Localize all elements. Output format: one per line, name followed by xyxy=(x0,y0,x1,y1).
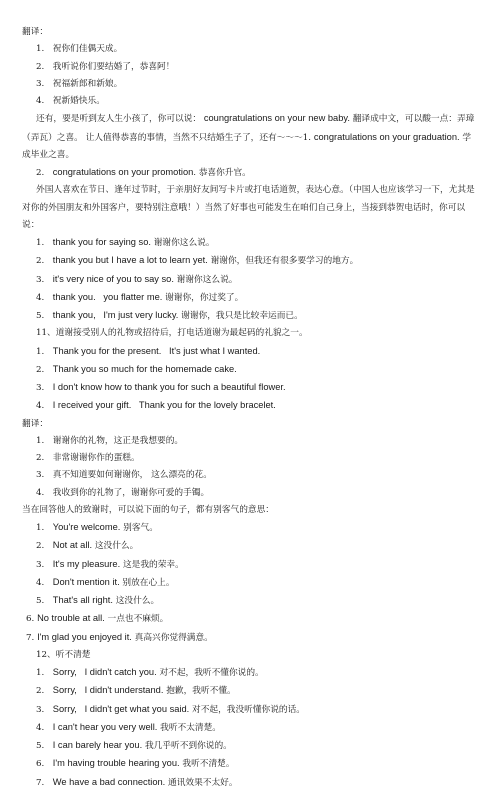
item-text: 我收到你的礼物了，谢谢你可爱的手镯。 xyxy=(52,487,210,498)
english-phrase: Sorry, I didn't understand. xyxy=(52,685,164,696)
item-number: 4. xyxy=(36,577,45,588)
list-item xyxy=(22,629,478,647)
list-item xyxy=(22,755,478,773)
english-phrase: congratulations on your promotion. xyxy=(52,167,196,177)
english-phrase: congratulations on your graduation. xyxy=(313,131,460,142)
english-phrase: You're welcome. xyxy=(52,522,121,532)
chinese-translation: 真高兴你觉得满意。 xyxy=(134,632,213,643)
english-phrase: thank you, I'm just very lucky. xyxy=(52,310,179,320)
chinese-translation: 通讯效果不太好。 xyxy=(168,777,238,788)
item-number: 1. xyxy=(36,523,45,533)
english-phrase: Sorry, I didn't catch you. xyxy=(52,667,157,677)
chinese-translation: 这没什么。 xyxy=(115,596,160,606)
item-number: 1. xyxy=(36,238,45,248)
list-item xyxy=(22,592,478,610)
list-item xyxy=(22,76,478,93)
english-phrase: I'm having trouble hearing you. xyxy=(52,758,180,769)
list-item xyxy=(22,379,478,397)
english-phrase: Thank you for the present. It's just what I wanted. xyxy=(52,345,261,356)
chinese-translation: 谢谢你，但我还有很多要学习的地方。 xyxy=(210,256,359,267)
item-number: 3. xyxy=(36,78,45,89)
chinese-translation: 一点也不麻烦。 xyxy=(107,614,169,625)
list-item xyxy=(22,289,478,307)
item-number: 5. xyxy=(36,311,45,321)
list-item xyxy=(22,537,478,555)
list-item xyxy=(22,164,478,182)
paragraph-responding-thanks: 当在回答他人的致谢时，可以说下面的句子，都有别客气的意思： xyxy=(22,504,274,515)
paragraph-text: 学成毕业之喜。 xyxy=(22,132,472,160)
item-number: 2. xyxy=(36,256,45,267)
item-number: 7. xyxy=(26,632,35,643)
english-phrase: thank you for saying so. xyxy=(52,237,151,247)
english-phrase: I can't hear you very well. xyxy=(52,721,158,732)
list-item xyxy=(22,41,478,58)
chinese-translation: 别客气。 xyxy=(123,523,158,533)
english-phrase: Sorry, I didn't get what you said. xyxy=(52,703,190,714)
chinese-translation: 我听不清楚。 xyxy=(182,759,235,770)
chinese-translation: 别放在心上。 xyxy=(122,577,175,588)
english-phrase: It's my pleasure. xyxy=(52,558,121,569)
item-number: 5. xyxy=(36,741,45,751)
item-number: 2. xyxy=(36,686,45,697)
english-phrase: thank you but I have a lot to learn yet. xyxy=(52,255,208,266)
list-item xyxy=(22,271,478,289)
english-phrase: coungratulations on your new baby. xyxy=(203,113,350,124)
section-heading: 翻译： xyxy=(22,418,49,429)
chinese-translation: 抱歉，我听不懂。 xyxy=(166,686,236,697)
item-number: 4. xyxy=(36,487,45,498)
item-text: 我听说你们要结婚了，恭喜阿！ xyxy=(52,61,175,72)
paragraph-text: 还有，要是听到友人生小孩了，你可以说： xyxy=(36,114,202,125)
list-item xyxy=(22,234,478,252)
english-phrase: No trouble at all. xyxy=(37,613,105,624)
chinese-translation: 这没什么。 xyxy=(94,541,139,552)
item-number: 4. xyxy=(36,96,45,106)
chinese-translation: 谢谢你这么说。 xyxy=(176,274,238,285)
section-heading-12: 12、听不清楚 xyxy=(36,649,91,660)
list-item xyxy=(22,252,478,270)
list-item xyxy=(22,664,478,682)
item-number: 4. xyxy=(36,722,45,733)
english-phrase: Not at all. xyxy=(52,540,93,551)
item-number: 3. xyxy=(36,383,45,393)
list-item xyxy=(22,574,478,592)
list-item xyxy=(22,433,478,450)
item-number: 4. xyxy=(36,292,45,303)
item-number: 1. xyxy=(36,435,45,446)
paragraph-holiday-greetings: 外国人喜欢在节日、逢年过节时，于亲朋好友间写卡片或打电话道贺，表达心意。（中国人也应该学习一下，尤其是对你的外国朋友和外国客户，要特别注意哦！）当然了好事也可能发生在咱们自己身上，当接到恭贺电话时，你可以说： xyxy=(22,185,475,230)
item-number: 1. xyxy=(36,346,45,357)
chinese-translation: 谢谢你这么说。 xyxy=(153,238,215,248)
item-number: 2. xyxy=(36,61,45,72)
item-number: 2. xyxy=(36,168,45,178)
list-item xyxy=(22,59,478,76)
english-phrase: I don't know how to thank you for such a beautiful flower. xyxy=(52,382,286,392)
chinese-translation: 这是我的荣幸。 xyxy=(122,559,184,570)
item-number: 1. xyxy=(36,668,45,678)
list-item xyxy=(22,556,478,574)
item-number: 2. xyxy=(36,364,45,375)
list-item xyxy=(22,519,478,537)
item-text: 祝你们佳偶天成。 xyxy=(52,44,123,55)
list-item xyxy=(22,682,478,700)
list-item xyxy=(22,450,478,467)
section-heading-11: 11、道谢接受别人的礼物或招待后，打电话道谢为最起码的礼貌之一。 xyxy=(36,328,308,339)
english-phrase: I can barely hear you. xyxy=(52,740,143,750)
list-item xyxy=(22,467,478,484)
chinese-translation: 谢谢你，你过奖了。 xyxy=(165,292,244,303)
english-phrase: thank you. you flatter me. xyxy=(52,291,163,302)
item-number: 1. xyxy=(36,44,45,55)
list-item xyxy=(22,610,478,628)
chinese-translation: 谢谢你，我只是比较幸运而已。 xyxy=(181,311,303,321)
paragraph-new-baby xyxy=(22,110,478,164)
item-text: 非常谢谢你作的蛋糕。 xyxy=(52,453,140,463)
list-item xyxy=(22,343,478,361)
item-number: 7. xyxy=(36,777,45,788)
list-item xyxy=(22,361,478,379)
english-phrase: We have a bad connection. xyxy=(52,776,166,787)
item-number: 3. xyxy=(36,559,45,570)
item-number: 4. xyxy=(36,401,45,412)
item-number: 3. xyxy=(36,470,45,481)
list-item xyxy=(22,307,478,325)
list-item xyxy=(22,93,478,110)
english-phrase: it's very nice of you to say so. xyxy=(52,273,174,284)
item-text: 谢谢你的礼物，这正是我想要的。 xyxy=(52,435,184,446)
item-text: 真不知道要如何谢谢你， 这么漂亮的花。 xyxy=(52,470,212,481)
paragraph-text: 翻译成中文，可以酸一点：弄璋（弄瓦）之喜。 让人值得恭喜的事情，当然不只结婚生子了，还有～～～1. xyxy=(22,114,475,143)
english-phrase: Thank you so much for the homemade cake. xyxy=(52,363,237,374)
english-phrase: I'm glad you enjoyed it. xyxy=(37,631,132,642)
item-number: 6. xyxy=(26,614,35,625)
item-number: 3. xyxy=(36,274,45,285)
item-number: 6. xyxy=(36,759,45,770)
item-text: 祝新婚快乐。 xyxy=(52,96,105,106)
item-number: 3. xyxy=(36,704,45,715)
chinese-translation: 对不起，我听不懂你说的。 xyxy=(159,668,264,678)
item-text: 祝福新郎和新娘。 xyxy=(52,78,123,89)
list-item xyxy=(22,397,478,415)
chinese-translation: 我几乎听不到你说的。 xyxy=(144,741,232,751)
list-item xyxy=(22,774,478,792)
chinese-translation: 恭喜你升官。 xyxy=(198,168,251,178)
section-heading: 翻译： xyxy=(22,27,49,37)
item-number: 2. xyxy=(36,541,45,552)
item-number: 5. xyxy=(36,596,45,606)
chinese-translation: 对不起，我没听懂你说的话。 xyxy=(192,704,305,715)
list-item xyxy=(22,485,478,502)
english-phrase: Don't mention it. xyxy=(52,576,120,587)
list-item xyxy=(22,719,478,737)
list-item xyxy=(22,701,478,719)
chinese-translation: 我听不太清楚。 xyxy=(160,722,221,733)
list-item xyxy=(22,737,478,755)
english-phrase: That's all right. xyxy=(52,595,113,605)
item-number: 2. xyxy=(36,453,45,463)
english-phrase: I received your gift. Thank you for the lovely bracelet. xyxy=(52,400,276,411)
